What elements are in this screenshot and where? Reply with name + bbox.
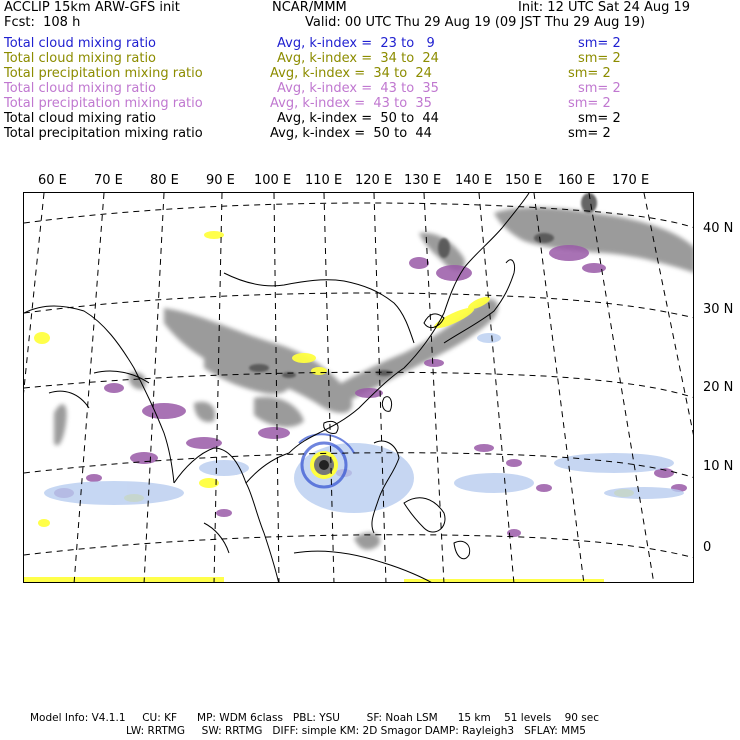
legend-row-7-avg: Avg, k-index = 50 to 44 [270,126,432,141]
model-info-line-1: Model Info: V4.1.1 CU: KF MP: WDM 6class PBL: YSU SF: Noah LSM 15 km 51 levels 90 sec [30,712,599,724]
lat-label-20n: 20 N [703,380,734,395]
forecast-hour: Fcst: 108 h [4,15,81,30]
lon-label-160e: 160 E [558,173,596,188]
organization-label: NCAR/MMM [272,0,347,15]
lat-label-30n: 30 N [703,302,734,317]
legend-row-1-field: Total cloud mixing ratio [4,36,157,51]
legend-row-5-avg: Avg, k-index = 43 to 35 [270,96,432,111]
lon-label-150e: 150 E [505,173,543,188]
lat-label-0: 0 [703,540,712,555]
legend-row-6-sm: sm= 2 [578,111,621,126]
legend-row-6-avg: Avg, k-index = 50 to 44 [277,111,439,126]
legend-row-4-field: Total cloud mixing ratio [4,81,157,96]
legend-row-4-avg: Avg, k-index = 43 to 35 [277,81,439,96]
lon-label-60e: 60 E [38,173,67,188]
lon-label-170e: 170 E [612,173,650,188]
legend-row-4-sm: sm= 2 [578,81,621,96]
lon-label-70e: 70 E [94,173,123,188]
lon-label-120e: 120 E [355,173,393,188]
legend-row-5-field: Total precipitation mixing ratio [4,96,203,111]
blue-cloud-field [44,333,684,513]
lon-label-80e: 80 E [150,173,179,188]
lat-label-10n: 10 N [703,459,734,474]
legend-row-5-sm: sm= 2 [568,96,611,111]
lon-label-100e: 100 E [254,173,292,188]
legend-row-2-avg: Avg, k-index = 34 to 24 [277,51,439,66]
legend-row-2-sm: sm= 2 [578,51,621,66]
lon-label-130e: 130 E [404,173,442,188]
valid-time: Valid: 00 UTC Thu 29 Aug 19 (09 JST Thu 29 Aug 19) [305,15,646,30]
model-title: ACCLIP 15km ARW-GFS init [4,0,180,15]
forecast-map [23,192,694,583]
legend-row-6-field: Total cloud mixing ratio [4,111,157,126]
legend-row-1-avg: Avg, k-index = 23 to 9 [277,36,435,51]
map-canvas [24,193,694,583]
legend-row-3-sm: sm= 2 [568,66,611,81]
model-info-line-2: LW: RRTMG SW: RRTMG DIFF: simple KM: 2D Smagor DAMP: Rayleigh3 SFLAY: MM5 [126,725,586,737]
lat-label-40n: 40 N [703,221,734,236]
legend-row-3-field: Total precipitation mixing ratio [4,66,203,81]
legend-row-3-avg: Avg, k-index = 34 to 24 [270,66,432,81]
lon-label-110e: 110 E [305,173,343,188]
legend-row-2-field: Total cloud mixing ratio [4,51,157,66]
legend-row-1-sm: sm= 2 [578,36,621,51]
legend-row-7-field: Total precipitation mixing ratio [4,126,203,141]
lon-label-140e: 140 E [455,173,493,188]
init-time: Init: 12 UTC Sat 24 Aug 19 [518,0,691,15]
legend-row-7-sm: sm= 2 [568,126,611,141]
lon-label-90e: 90 E [206,173,235,188]
